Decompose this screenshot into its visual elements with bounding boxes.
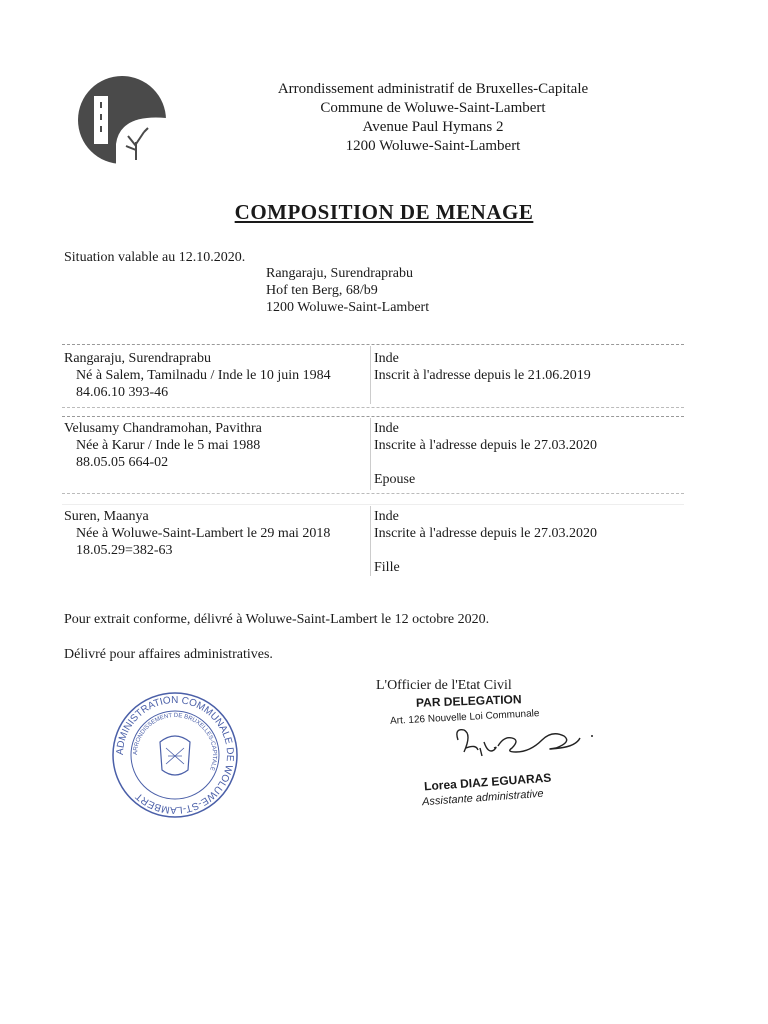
member-2-left — [64, 420, 262, 471]
delegation-label: PAR DELEGATION — [415, 692, 522, 710]
member-name: Rangaraju, Surendraprabu — [64, 351, 211, 366]
article-reference: Art. 126 Nouvelle Loi Communale — [389, 708, 540, 727]
column-divider — [370, 506, 371, 576]
signer-name: Lorea DIAZ EGUARAS — [423, 770, 552, 794]
header-line-4: 1200 Woluwe-Saint-Lambert — [345, 138, 521, 154]
member-name: Velusamy Chandramohan, Pavithra — [64, 421, 262, 436]
header-line-3: Avenue Paul Hymans 2 — [362, 119, 504, 135]
member-name: Suren, Maanya — [64, 509, 149, 524]
member-1-right — [374, 350, 591, 384]
situation-date: Situation valable au 12.10.2020. — [64, 250, 246, 265]
stamp-inner-text: ARRONDISSEMENT DE BRUXELLES-CAPITALE — [132, 712, 218, 772]
member-3-right — [374, 508, 597, 576]
recipient-name: Rangaraju, Surendraprabu — [266, 266, 413, 281]
recipient-address — [266, 265, 429, 316]
column-divider — [370, 418, 371, 490]
officer-title: L'Officier de l'Etat Civil — [376, 678, 512, 693]
extract-statement: Pour extrait conforme, délivré à Woluwe-Saint-Lambert le 12 octobre 2020. — [64, 612, 490, 627]
member-relation: Fille — [374, 560, 400, 575]
signer-role: Assistante administrative — [421, 787, 544, 809]
handwritten-signature — [450, 718, 600, 768]
header-line-1: Arrondissement administratif de Bruxelles-Capitale — [277, 81, 589, 97]
document-title: COMPOSITION DE MENAGE — [234, 200, 534, 224]
official-stamp — [110, 690, 240, 820]
header-line-2: Commune de Woluwe-Saint-Lambert — [320, 100, 546, 116]
purpose-statement: Délivré pour affaires administratives. — [64, 647, 273, 662]
member-relation: Epouse — [374, 472, 416, 487]
member-id: 18.05.29=382-63 — [76, 543, 173, 558]
commune-logo — [76, 74, 168, 166]
member-3-left — [64, 508, 330, 559]
recipient-city: 1200 Woluwe-Saint-Lambert — [266, 300, 430, 315]
column-divider — [370, 346, 371, 404]
member-birth: Née à Karur / Inde le 5 mai 1988 — [76, 438, 261, 453]
member-registered: Inscrite à l'adresse depuis le 27.03.2020 — [374, 438, 597, 453]
member-nationality: Inde — [374, 509, 399, 524]
member-nationality: Inde — [374, 421, 399, 436]
member-registered: Inscrite à l'adresse depuis le 27.03.2020 — [374, 526, 597, 541]
member-id: 88.05.05 664-02 — [76, 455, 169, 470]
member-birth: Née à Woluwe-Saint-Lambert le 29 mai 2018 — [76, 526, 331, 541]
member-birth: Né à Salem, Tamilnadu / Inde le 10 juin 1984 — [76, 368, 331, 383]
recipient-street: Hof ten Berg, 68/b9 — [266, 283, 378, 298]
member-1-left — [64, 350, 331, 401]
stamp-outer-text: ADMINISTRATION COMMUNALE DE WOLUWE-ST-LAMBERT — [114, 694, 236, 816]
header-address — [258, 80, 608, 156]
member-2-right — [374, 420, 597, 488]
member-id: 84.06.10 393-46 — [76, 385, 169, 400]
member-registered: Inscrit à l'adresse depuis le 21.06.2019 — [374, 368, 591, 383]
member-nationality: Inde — [374, 351, 399, 366]
